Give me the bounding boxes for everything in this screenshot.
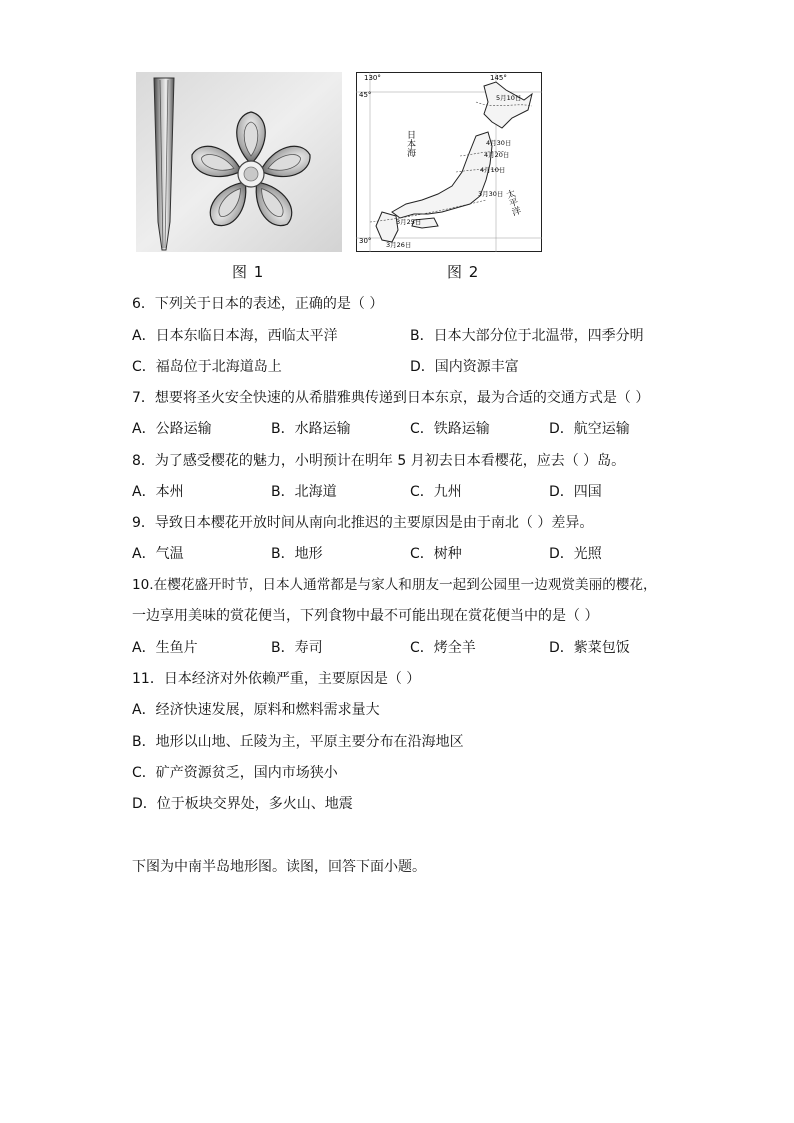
date-label-4-30: 4月30日 xyxy=(486,139,512,147)
question-8-option-b: B．北海道 xyxy=(271,484,337,500)
date-label-4-10: 4月10日 xyxy=(480,166,506,174)
date-label-4-20: 4月20日 xyxy=(484,151,510,159)
question-9-option-c: C．树种 xyxy=(410,546,462,562)
figure-2-caption: 图 2 xyxy=(447,263,480,281)
question-6-option-a: A．日本东临日本海，西临太平洋 xyxy=(132,328,338,344)
question-7-option-a: A．公路运输 xyxy=(132,421,212,437)
question-11-option-b: B．地形以山地、丘陵为主，平原主要分布在沿海地区 xyxy=(132,734,464,750)
date-label-5-10: 5月10日 xyxy=(496,94,522,102)
question-8-option-c: C．九州 xyxy=(410,484,462,500)
question-8-option-a: A．本州 xyxy=(132,484,184,500)
lat-label-45: 45° xyxy=(359,91,372,99)
question-11-option-d: D．位于板块交界处，多火山、地震 xyxy=(132,796,353,812)
pacific-ocean-label: 太平洋 xyxy=(503,188,522,218)
question-7-stem: 7．想要将圣火安全快速的从希腊雅典传递到日本东京，最为合适的交通方式是（ ） xyxy=(132,390,650,406)
figure-2-japan-map xyxy=(356,72,542,252)
question-10-option-a: A．生鱼片 xyxy=(132,640,198,656)
question-8-option-d: D．四国 xyxy=(549,484,602,500)
question-8-stem: 8．为了感受樱花的魅力，小明预计在明年 5 月初去日本看樱花，应去（ ）岛。 xyxy=(132,453,626,469)
question-9-option-d: D．光照 xyxy=(549,546,602,562)
torch-and-sakura-picture xyxy=(136,72,342,252)
figure-1-torch-image xyxy=(136,72,342,252)
question-6-option-b: B．日本大部分位于北温带，四季分明 xyxy=(410,328,644,344)
question-6-option-c: C．福岛位于北海道岛上 xyxy=(132,359,282,375)
japan-sakura-map xyxy=(356,72,542,252)
question-6-option-d: D．国内资源丰富 xyxy=(410,359,519,375)
lat-label-30: 30° xyxy=(359,237,372,245)
question-9-option-b: B．地形 xyxy=(271,546,323,562)
question-7-option-c: C．铁路运输 xyxy=(410,421,490,437)
question-11-option-a: A．经济快速发展，原料和燃料需求量大 xyxy=(132,702,380,718)
question-6-stem: 6．下列关于日本的表述，正确的是（ ） xyxy=(132,296,384,312)
date-label-3-25: 3月25日 xyxy=(396,218,422,226)
date-label-3-30: 3月30日 xyxy=(478,190,504,198)
next-section-intro: 下图为中南半岛地形图。读图，回答下面小题。 xyxy=(132,859,426,875)
question-10-stem-line-2: 一边享用美味的赏花便当，下列食物中最不可能出现在赏花便当中的是（ ） xyxy=(132,608,599,624)
lon-label-130: 130° xyxy=(364,74,381,82)
question-11-stem: 11．日本经济对外依赖严重，主要原因是（ ） xyxy=(132,671,421,687)
lon-label-145: 145° xyxy=(490,74,507,82)
sea-of-japan-label: 日本海 xyxy=(405,130,415,157)
question-9-stem: 9．导致日本樱花开放时间从南向北推迟的主要原因是由于南北（ ）差异。 xyxy=(132,515,594,531)
question-11-option-c: C．矿产资源贫乏，国内市场狭小 xyxy=(132,765,338,781)
question-7-option-d: D．航空运输 xyxy=(549,421,630,437)
question-10-option-c: C．烤全羊 xyxy=(410,640,476,656)
question-7-option-b: B．水路运输 xyxy=(271,421,351,437)
question-9-option-a: A．气温 xyxy=(132,546,184,562)
question-10-option-d: D．紫菜包饭 xyxy=(549,640,630,656)
question-10-option-b: B．寿司 xyxy=(271,640,323,656)
figure-1-caption: 图 1 xyxy=(232,263,265,281)
date-label-3-26: 3月26日 xyxy=(386,241,412,249)
question-10-stem-line-1: 10.在樱花盛开时节，日本人通常都是与家人和朋友一起到公园里一边观赏美丽的樱花， xyxy=(132,577,657,593)
